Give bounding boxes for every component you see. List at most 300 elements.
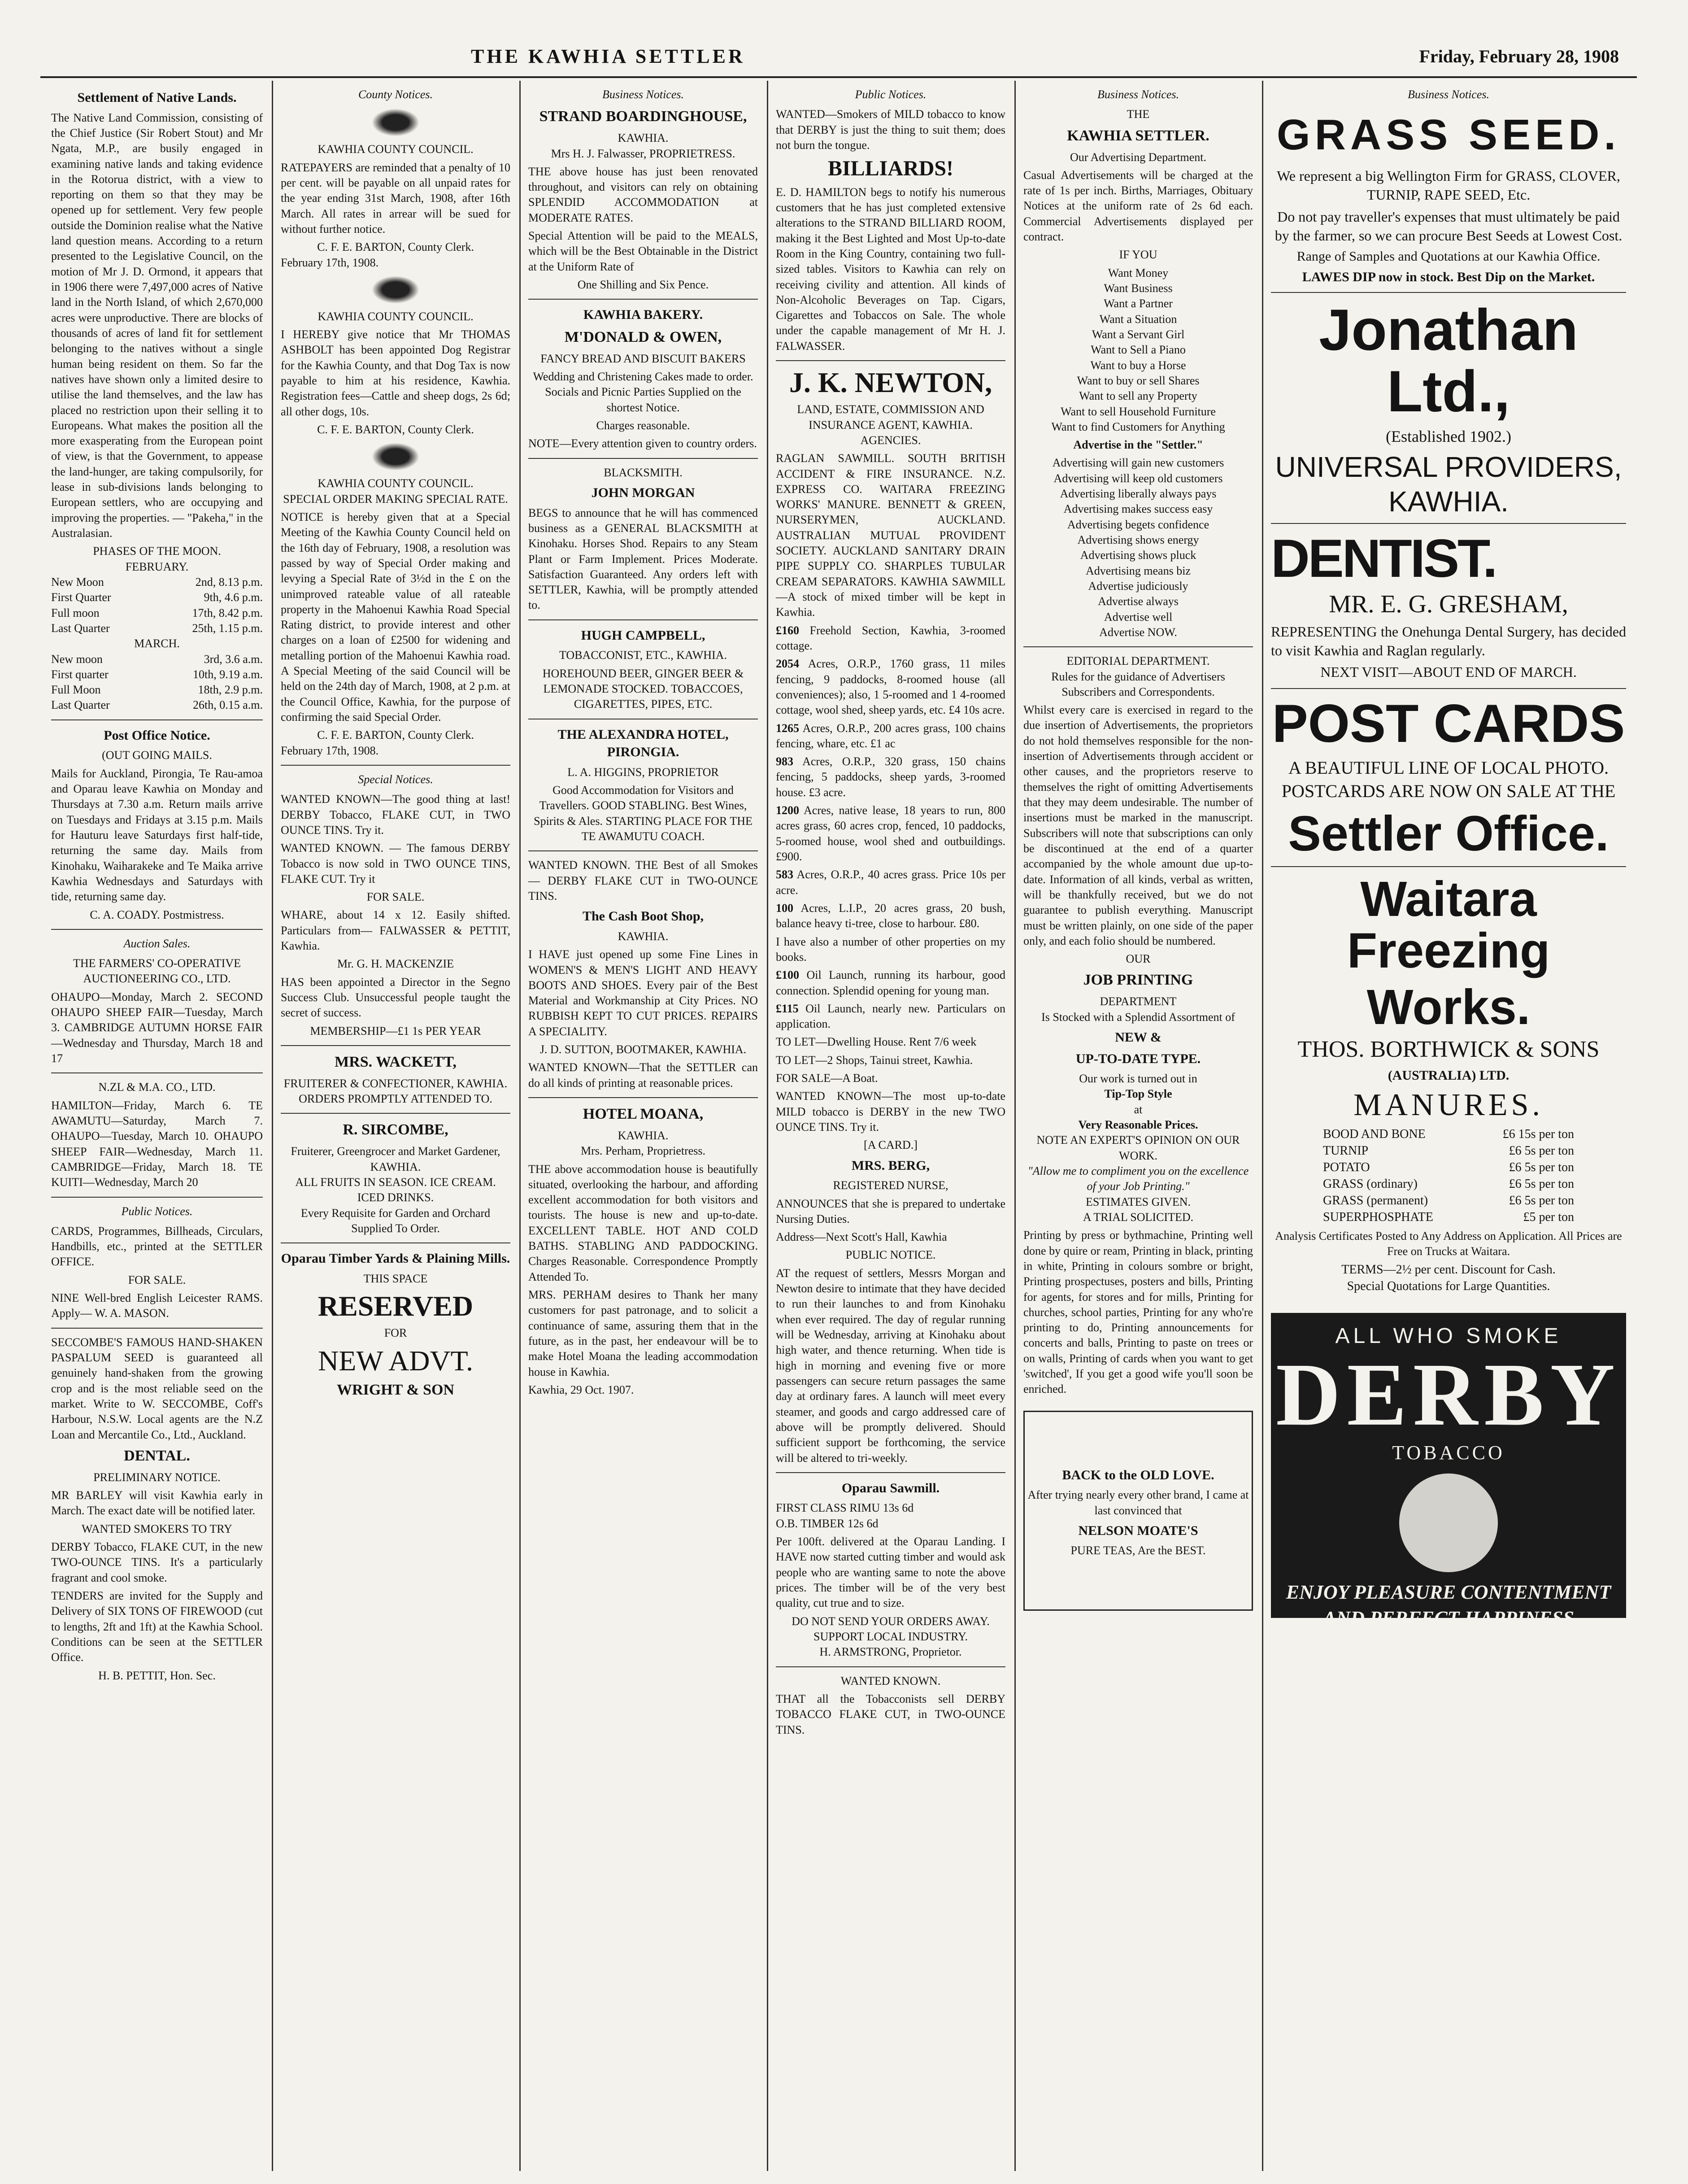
perham-date: Kawhia, 29 Oct. 1907.: [528, 1383, 634, 1396]
march-phases: [51, 652, 263, 713]
if-you: IF YOU: [1119, 248, 1157, 262]
dental-title: DENTAL.: [124, 1447, 190, 1464]
job-style: Tip-Top Style: [1104, 1087, 1172, 1101]
masthead: [40, 43, 1637, 70]
borthwick-title: THOS. BORTHWICK & SONS: [1297, 1037, 1600, 1063]
strand-body: THE above house has just been renovated throughout, and visitors can rely on obtaining SPLENDID ACCOMMODATION at MODERATE RATES.: [528, 165, 758, 224]
job-at: at: [1134, 1103, 1143, 1116]
moon-time: 26th, 0.15 a.m.: [193, 698, 263, 712]
property-item: [776, 901, 1005, 932]
moana-title: HOTEL MOANA,: [583, 1106, 704, 1122]
manure-name: GRASS (ordinary): [1323, 1177, 1418, 1191]
job-work: Our work is turned out in: [1079, 1072, 1197, 1085]
manure-price: £6 5s per ton: [1509, 1193, 1574, 1208]
launch-price: £115: [776, 1002, 799, 1015]
job-dept: DEPARTMENT: [1100, 995, 1177, 1008]
property-item: [776, 623, 1005, 654]
moon-phase: New Moon: [51, 575, 104, 589]
grass-seed-body-2: Do not pay traveller's expenses that must ultimately be paid by the farmer, so we can procure Best Seeds at Lowest Cost.: [1275, 208, 1623, 244]
advertise-line: Advertise in the "Settler.": [1073, 438, 1203, 452]
nelson-back: BACK to the OLD LOVE.: [1062, 1467, 1214, 1482]
moon-row: [51, 652, 263, 667]
whare-body: WHARE, about 14 x 12. Easily shifted. Particulars from— FALWASSER & PETTIT, Kawhia.: [281, 908, 510, 953]
list-item: Advertising shows pluck: [1080, 549, 1196, 562]
cards-body: CARDS, Programmes, Billheads, Circulars, Handbills, etc., printed at the SETTLER OFFICE.: [51, 1224, 263, 1269]
forsale-body: NINE Well-bred English Leicester RAMS. Apply— W. A. MASON.: [51, 1291, 263, 1320]
property-item: [776, 867, 1005, 898]
smoker-face-icon: [1399, 1473, 1498, 1572]
sircombe-sub: Fruiterer, Greengrocer and Market Gardener, KAWHIA.: [291, 1145, 500, 1173]
list-item: Advertising means biz: [1086, 564, 1191, 577]
newton-sub: LAND, ESTATE, COMMISSION AND INSURANCE AGENT, KAWHIA.: [797, 403, 984, 432]
list-item: Advertise well: [1104, 610, 1173, 623]
berg-address: Address—Next Scott's Hall, Kawhia: [776, 1230, 947, 1244]
derby-tobacco-ad: [1271, 1313, 1626, 1629]
launch-item: [776, 1001, 1005, 1032]
waitara-title-2: Works.: [1366, 979, 1531, 1035]
settler-printing: WANTED KNOWN—That the SETTLER can do all kinds of printing at reasonable prices.: [528, 1061, 758, 1090]
column-4: [770, 85, 1012, 2167]
post-office-body: Mails for Auckland, Pirongia, Te Rau-amoa and Oparau leave Kawhia on Monday and Thursdays at 7.30 a.m. Return mails arrive on Tuesdays and Fridays at 3.15 p.m. Mails for Hauturu leave Saturdays first half-tide, returning the same day. Mails from Kinohaku, Waiharakeke and Te Maika arrive Kawhia Wednesdays and Saturdays with tide, returning same day.: [51, 767, 263, 903]
manure-price: £6 15s per ton: [1502, 1127, 1574, 1141]
waitara-title-1: Waitara Freezing: [1347, 871, 1550, 979]
space-line-2: RESERVED: [318, 1290, 474, 1322]
issue-date: Friday, February 28, 1908: [1419, 46, 1619, 66]
list-item: Advertise NOW.: [1099, 625, 1177, 639]
property-price: 583: [776, 868, 793, 881]
job-prices: Very Reasonable Prices.: [1078, 1118, 1198, 1132]
wackett-sub: FRUITERER & CONFECTIONER, KAWHIA.: [283, 1077, 508, 1090]
list-item: Advertising makes success easy: [1063, 502, 1213, 516]
list-item: Want to sell Household Furniture: [1061, 405, 1216, 418]
dental-body: MR BARLEY will visit Kawhia early in March. The exact date will be notified later.: [51, 1489, 263, 1517]
sawmill-sign: H. ARMSTRONG, Proprietor.: [819, 1645, 962, 1659]
sawmill-send: DO NOT SEND YOUR ORDERS AWAY.: [792, 1614, 990, 1628]
bakery-body: Wedding and Christening Cakes made to order. Socials and Picnic Parties Supplied on the shortest Notice.: [533, 370, 753, 414]
column-5: [1017, 85, 1259, 2167]
property-desc: Acres, L.I.P., 20 acres grass, 20 bush, balance heavy ti-tree, close to harbour. £80.: [776, 901, 1005, 930]
mackenzie-title: Mr. G. H. MACKENZIE: [337, 957, 454, 971]
manure-price: £6 5s per ton: [1509, 1160, 1574, 1174]
divider: [1271, 866, 1626, 867]
forsale-title: FOR SALE.: [128, 1273, 186, 1286]
space-line-4: NEW ADVT.: [318, 1344, 474, 1377]
special-rate-body: NOTICE is hereby given that at a Special Meeting of the Kawhia County Council held on the 16th day of February, 1908, a resolution was passed by way of Special Order making and levying a Special Rate of 3½d in the £ on the unimproved rateable value of all rateable property in the Mahoenui Kawhia Road Special Rating district, to provide interest and other charges on a loan of £2500 for widening and metalling portion of the Mahoenui Kawhia road. A Special Meeting of the said Council will be held on the 24th day of March, 1908, at 2 p.m. at the Council Office, Kawhia, for the purpose of confirming the said Special Order.: [281, 510, 510, 724]
property-desc: Acres, O.R.P., 200 acres grass, 100 chains fencing, whare, etc. £1 ac: [776, 721, 1005, 750]
rates-body: RATEPAYERS are reminded that a penalty of 10 per cent. will be payable on all unpaid rates for the year ending 31st March, 1908, after 16th March. All rates in arrear will be sued for without further notice.: [281, 161, 510, 235]
the-label: THE: [1127, 108, 1150, 121]
nelson-teas: PURE TEAS, Are the BEST.: [1070, 1544, 1206, 1557]
to-let-house: TO LET—Dwelling House. Rent 7/6 week: [776, 1035, 977, 1049]
jonathan-established: (Established 1902.): [1386, 427, 1511, 446]
want-list: [1023, 266, 1253, 435]
property-desc: Acres, O.R.P., 320 grass, 150 chains fencing, 5 paddocks, sheep yards, 3-roomed house. £3 acre.: [776, 755, 1005, 799]
campbell-sub: TOBACCONIST, ETC., KAWHIA.: [559, 649, 727, 662]
clerk-sign: C. F. E. BARTON, County Clerk.: [317, 423, 474, 436]
wackett-note: ORDERS PROMPTLY ATTENDED TO.: [299, 1092, 492, 1106]
nelson-body: After trying nearly every other brand, I came at last convinced that: [1027, 1488, 1249, 1517]
divider: [51, 719, 263, 720]
column-divider: [1262, 81, 1263, 2171]
agencies-body: RAGLAN SAWMILL. SOUTH BRITISH ACCIDENT & FIRE INSURANCE. N.Z. EXPRESS CO. WAITARA FREEZING WORKS' MANURE. BENNETT & GREEN, NURSERYMEN, AUCKLAND. AUSTRALIAN MUTUAL PROVIDENT SOCIETY. AUCKLAND SANITARY DRAIN PIPE SUPPLY CO. SHARPLES TUBULAR CREAM SEPARATORS. KAWHIA SAWMILL—A stock of mixed timber will be kept in Kawhia.: [776, 452, 1005, 619]
divider: [51, 929, 263, 930]
council-title: KAWHIA COUNTY COUNCIL.: [318, 477, 474, 490]
property-price: 1265: [776, 721, 799, 735]
special-notices-title: Special Notices.: [358, 772, 433, 786]
rules-body: Whilst every care is exercised in regard to the due insertion of Advertisements, the proprietors do not hold themselves responsible for the non-insertion of Advertisements through accident or other causes, and the proprietors reserve to themselves the right of omitting Advertisements that they may deem undesirable. The number of insertions must be marked in the manuscript. Subscribers will note that subscriptions can only be discontinued at the end of a quarter accompanied by the whole amount due up-to-date. Information of all kinds, verbal as written, will be thankfully received, but we do not guarantee to publish everything. Manuscript must be written plainly, on one side of the paper only, and each folio should be numbered.: [1023, 703, 1253, 947]
paper-title: THE KAWHIA SETTLER: [471, 45, 745, 67]
divider: [51, 1197, 263, 1198]
for-sale-title: FOR SALE.: [366, 890, 425, 904]
moon-time: 25th, 1.15 p.m.: [192, 621, 263, 635]
manures-title: MANURES.: [1353, 1088, 1544, 1123]
property-price: 100: [776, 901, 793, 915]
card-label: [A CARD.]: [864, 1138, 918, 1152]
masthead-rule: [40, 76, 1637, 78]
sircombe-note: ALL FRUITS IN SEASON. ICE CREAM. ICED DRINKS.: [295, 1175, 496, 1204]
february-title: FEBRUARY.: [125, 560, 189, 573]
moon-phase: First Quarter: [51, 591, 111, 604]
smokers-title: WANTED SMOKERS TO TRY: [82, 1522, 232, 1535]
sawmill-title: Oparau Sawmill.: [841, 1480, 940, 1495]
moon-time: 10th, 9.19 a.m.: [193, 667, 263, 681]
alexandra-title: THE ALEXANDRA HOTEL, PIRONGIA.: [557, 727, 729, 760]
berg-body: ANNOUNCES that she is prepared to undertake Nursing Duties.: [776, 1197, 1005, 1225]
launch-desc: Oil Launch, running its harbour, good connection. Splendid opening for young man.: [776, 968, 1006, 997]
newton-title: J. K. NEWTON,: [789, 366, 992, 399]
nelson-brand: NELSON MOATE'S: [1078, 1523, 1198, 1538]
grass-seed-body: We represent a big Wellington Firm for GRASS, CLOVER, TURNIP, RAPE SEED, Etc.: [1277, 168, 1620, 203]
post-office-sub: (OUT GOING MAILS.: [102, 749, 212, 762]
february-phases: [51, 575, 263, 636]
property-price: 1200: [776, 804, 799, 817]
launch-price: £100: [776, 968, 799, 982]
property-desc: Acres, native lease, 18 years to run, 800 acres grass, 60 acres crop, fenced, 10 paddocks, 5-roomed house, wool shed and outbuildings. £900.: [776, 804, 1005, 863]
manure-row: [1323, 1209, 1574, 1226]
column-6: [1265, 85, 1632, 2167]
alexandra-prop: L. A. HIGGINS, PROPRIETOR: [567, 765, 719, 779]
divider: [1023, 646, 1253, 647]
divider: [528, 619, 758, 620]
moon-time: 18th, 2.9 p.m.: [198, 683, 263, 697]
billiards-title: BILLIARDS!: [827, 157, 954, 181]
divider: [51, 1072, 263, 1073]
derby-top: ALL WHO SMOKE: [1335, 1324, 1562, 1348]
divider: [528, 458, 758, 459]
property-price: 2054: [776, 657, 799, 671]
sircombe-title: R. SIRCOMBE,: [343, 1121, 448, 1138]
public-notices-title: Public Notices.: [855, 88, 927, 101]
space-line-3: FOR: [384, 1326, 407, 1340]
moon-title: PHASES OF THE MOON.: [93, 545, 221, 558]
estimates: ESTIMATES GIVEN.: [1086, 1195, 1191, 1208]
to-let-shops: TO LET—2 Shops, Tainui street, Kawhia.: [776, 1053, 973, 1067]
berg-title: MRS. BERG,: [851, 1158, 930, 1173]
campbell-title: HUGH CAMPBELL,: [581, 628, 705, 643]
moon-time: 2nd, 8.13 p.m.: [195, 575, 263, 589]
moana-place: KAWHIA.: [618, 1129, 669, 1142]
business-notices-title: Business Notices.: [1408, 88, 1489, 101]
gresham-title: MR. E. G. GRESHAM,: [1329, 590, 1568, 619]
list-item: Advertise judiciously: [1088, 579, 1188, 593]
special-rate-title: SPECIAL ORDER MAKING SPECIAL RATE.: [283, 492, 508, 506]
nzl-body: HAMILTON—Friday, March 6. TE AWAMUTU—Saturday, March 7. OHAUPO—Tuesday, March 10. OHAUPO SHEEP FAIR—Wednesday, March 11. CAMBRIDGE—Friday, March 18. TE KUITI—Wednesday, March 20: [51, 1099, 263, 1189]
council-title: KAWHIA COUNTY COUNCIL.: [318, 143, 474, 156]
clerk-sign: C. F. E. BARTON, County Clerk.: [317, 728, 474, 742]
county-crest-icon: [369, 107, 422, 138]
moon-phase: Last Quarter: [51, 621, 110, 635]
business-notices-title: Business Notices.: [602, 88, 684, 101]
moon-time: 17th, 8.42 p.m.: [192, 606, 263, 619]
public-notices-title: Public Notices.: [121, 1204, 193, 1218]
derby-enjoy: ENJOY PLEASURE CONTENTMENT AND PERFECT HAPPINESS: [1286, 1581, 1611, 1629]
column-divider: [1014, 81, 1016, 2171]
wanted-mild: WANTED KNOWN—The most up-to-date MILD tobacco is DERBY in the new TWO OUNCE TINS. Try it.: [776, 1090, 1005, 1134]
list-item: Want a Situation: [1099, 312, 1177, 326]
derby-tobacco: TOBACCO: [1392, 1442, 1505, 1464]
auction-title: Auction Sales.: [123, 937, 191, 950]
job-body: Is Stocked with a Splendid Assortment of: [1041, 1010, 1235, 1024]
smokers-body: DERBY Tobacco, FLAKE CUT, in the new TWO-OUNCE TINS. It's a particularly fragrant and cool smoke.: [51, 1540, 263, 1584]
berg-sub: REGISTERED NURSE,: [833, 1179, 948, 1192]
borthwick-sub: (AUSTRALIA) LTD.: [1388, 1068, 1510, 1083]
list-item: Want Business: [1104, 282, 1173, 295]
printing-body: Printing by press or bythmachine, Printing well done by quire or ream, Printing in black, printing in white, Printing in colours sombre or bright, Printing prospectuses, posters and bills, Printing for agents, for stores and for mills, Printing for churches, school parties, Printing for any who're printing to do, Printing announcements for concerts and balls, Printing to paste on trees or on walls, Printing of cards when you want to get 'switched', If you get a good wife you'll soon be enriched.: [1023, 1229, 1253, 1396]
for-sale-boat: FOR SALE—A Boat.: [776, 1072, 878, 1085]
jonathan-place: KAWHIA.: [1388, 485, 1509, 518]
manure-name: GRASS (permanent): [1323, 1193, 1428, 1208]
dental-sub: PRELIMINARY NOTICE.: [93, 1470, 221, 1484]
list-item: Advertising will gain new customers: [1052, 456, 1224, 470]
wanted-known-2: WANTED KNOWN. — The famous DERBY Tobacco is now sold in TWO OUNCE TINS, FLAKE CUT. Try it: [281, 841, 510, 885]
manure-row: [1323, 1193, 1574, 1209]
gresham-body: REPRESENTING the Onehunga Dental Surgery, has decided to visit Kawhia and Raglan regularly.: [1271, 623, 1626, 659]
trial: A TRIAL SOLICITED.: [1083, 1210, 1194, 1224]
job-type: UP-TO-DATE TYPE.: [1075, 1051, 1201, 1066]
wanted-known-body: THAT all the Tobacconists sell DERBY TOBACCO FLAKE CUT, in TWO-OUNCE TINS.: [776, 1692, 1005, 1736]
mackenzie-body: HAS been appointed a Director in the Segno Success Club. Unsuccessful people taught the secret of success.: [281, 975, 510, 1020]
moon-row: [51, 682, 263, 697]
property-item: [776, 803, 1005, 864]
property-desc: Freehold Section, Kawhia, 3-roomed cottage.: [776, 623, 1005, 652]
sawmill-rimu: FIRST CLASS RIMU 13s 6d: [776, 1501, 914, 1515]
jonathan-sub: UNIVERSAL PROVIDERS,: [1275, 450, 1622, 483]
sawmill-ob: O.B. TIMBER 12s 6d: [776, 1517, 879, 1530]
moon-phase: Last Quarter: [51, 698, 110, 712]
strand-place: KAWHIA.: [618, 131, 669, 145]
column-1: [45, 85, 269, 2167]
manure-row: [1323, 1126, 1574, 1143]
list-item: Want Money: [1108, 266, 1169, 279]
billiards-body: E. D. HAMILTON begs to notify his numerous customers that he has just completed extensive alterations to the STRAND BILLIARD ROOM, making it the Best Lighted and Most Up-to-date Room in the King Country, containing two full-sized tables. Visitors to Kawhia can rely on receiving civility and attention. All kinds of Non-Alcoholic Beverages on Tap. Cigars, Cigarettes and Tobaccos on Sale. The whole under the capable management of Mr H. J. FALWASSER.: [776, 185, 1005, 353]
manure-name: TURNIP: [1323, 1143, 1369, 1158]
dog-registrar-body: I HEREBY give notice that Mr THOMAS ASHBOLT has been appointed Dog Registrar for the Kawhia County, and that Dog Tax is now payable to him at his residence, Kawhia. Registration fees—Cattle and sheep dogs, 2s 6d; all other dogs, 10s.: [281, 328, 510, 418]
wackett-title: MRS. WACKETT,: [335, 1053, 457, 1070]
manure-price: £5 per ton: [1523, 1210, 1574, 1224]
list-item: Want to buy a Horse: [1090, 358, 1186, 372]
property-item: [776, 656, 1005, 718]
post-office-title: Post Office Notice.: [104, 728, 210, 743]
divider: [281, 765, 510, 766]
cash-boot-body: I HAVE just opened up some Fine Lines in WOMEN'S & MEN'S LIGHT AND HEAVY BOOTS AND SHOES. Every pair of the Best Material and Workmanship at City Prices. NO RUBBISH KEPT TO CUT PRICES. REPAIRS A SPECIALITY.: [528, 948, 758, 1038]
tenders-sign: H. B. PETTIT, Hon. Sec.: [98, 1669, 216, 1682]
grass-seed-range: Range of Samples and Quotations at our Kawhia Office.: [1296, 248, 1601, 264]
property-price: £160: [776, 623, 799, 637]
derby-word: DERBY: [1275, 1345, 1622, 1445]
gresham-next: NEXT VISIT—ABOUT END OF MARCH.: [1320, 664, 1577, 680]
nelson-moate-ad: [1023, 1411, 1253, 1611]
advertising-dept: Our Advertising Department.: [1070, 150, 1206, 164]
bakery-note: NOTE—Every attention given to country orders.: [528, 437, 757, 450]
divider: [528, 299, 758, 300]
notice-date: February 17th, 1908.: [281, 256, 379, 269]
sawmill-support: SUPPORT LOCAL INDUSTRY.: [814, 1630, 968, 1643]
expert-quote: "Allow me to compliment you on the excellence of your Job Printing.": [1027, 1164, 1249, 1193]
divider: [281, 1242, 510, 1243]
divider: [1271, 292, 1626, 293]
manure-name: POTATO: [1323, 1160, 1370, 1174]
tenders-body: TENDERS are invited for the Supply and Delivery of SIX TONS OF FIREWOOD (cut to lengths, 2ft and 1ft) at the Kawhia School. Conditions can be seen at the SETTLER Office.: [51, 1589, 263, 1664]
property-desc: Acres, O.R.P., 1760 grass, 11 miles fencing, 9 paddocks, 8-roomed house (all conveniences); also, 1 5-roomed and 1 4-roomed cottage, wool shed, sheep yards, etc. £4 10s acre.: [776, 657, 1005, 717]
blacksmith-title: BLACKSMITH.: [604, 466, 683, 479]
divider: [776, 1472, 1005, 1473]
alexandra-body: Good Accommodation for Visitors and Travellers. GOOD STABLING. Best Wines, Spirits & Ales. STARTING PLACE FOR THE TE AWAMUTU COACH.: [534, 784, 753, 843]
notice-date: February 17th, 1908.: [281, 744, 379, 757]
county-crest-icon: [369, 274, 422, 305]
march-title: MARCH.: [134, 637, 180, 650]
moon-phase: New moon: [51, 652, 103, 666]
campbell-body: HOREHOUND BEER, GINGER BEER & LEMONADE STOCKED. TOBACCOES, CIGARETTES, PIPES, ETC.: [542, 667, 744, 711]
list-item: Want to buy or sell Shares: [1077, 374, 1200, 387]
property-price: 983: [776, 755, 793, 768]
manure-price: £6 5s per ton: [1509, 1143, 1574, 1158]
moon-row: [51, 621, 263, 636]
space-line-5: WRIGHT & SON: [337, 1381, 454, 1398]
blacksmith-body: BEGS to announce that he will has commenced business as a GENERAL BLACKSMITH at Kinohaku. Horses Shod. Repairs to any Steam Plant or Farm Implement. Prices Moderate. Satisfaction Guaranteed. Any orders left with SETTLER, Kawhia, will be promptly attended to.: [528, 506, 758, 612]
post-office-sign: C. A. COADY. Postmistress.: [90, 908, 224, 921]
divider: [776, 360, 1005, 361]
column-divider: [519, 81, 521, 2171]
manure-price: £6 5s per ton: [1509, 1177, 1574, 1191]
strand-title: STRAND BOARDINGHOUSE,: [539, 108, 747, 125]
list-item: Want a Partner: [1104, 297, 1173, 310]
agencies-title: AGENCIES.: [860, 433, 921, 447]
lawes-dip: LAWES DIP now in stock. Best Dip on the Market.: [1302, 269, 1595, 284]
public-notice-title: PUBLIC NOTICE.: [845, 1248, 936, 1262]
public-notice-body: AT the request of settlers, Messrs Morgan and Newton desire to intimate that they have decided to run their launches to and from Kinohaku when ever required. The day of regular running will be Wednesday, arriving at Kinohaku about high water, and thence returning. When tide is high in morning and evening five or more passengers can secure return passages the same day at ordinary fares. A launch will meet every steamer, and goods and cargo addressed care of above will be promptly delivered. Should sufficient support be forthcoming, the service will be altered to tri-weekly.: [776, 1266, 1005, 1465]
business-notices-title: Business Notices.: [1097, 88, 1179, 101]
list-item: Advertising liberally always pays: [1060, 487, 1217, 501]
moon-row: [51, 667, 263, 682]
moana-prop: Mrs. Perham, Proprietress.: [580, 1144, 705, 1158]
strand-owner: Mrs H. J. Falwasser, PROPRIETRESS.: [551, 147, 735, 160]
strand-meals: Special Attention will be paid to the MEALS, which will be the Best Obtainable in the District at the Uniform Rate of: [528, 229, 758, 273]
bakery-title: KAWHIA BAKERY.: [583, 307, 703, 323]
column-2: [274, 85, 517, 2167]
bakery-name: M'DONALD & OWEN,: [564, 328, 722, 345]
property-note: I have also a number of other properties on my books.: [776, 935, 1005, 963]
moon-row: [51, 575, 263, 590]
moon-row: [51, 697, 263, 713]
seccombe-body: SECCOMBE'S FAMOUS HAND-SHAKEN PASPALUM SEED is guaranteed all genuinely hand-shaken from the growing crop and is the most reliable seed on the market. Write to W. SECCOMBE, Coff's Harbour, N.S.W. Local agents are the N.Z Loan and Mercantile Co., Ltd., Auckland.: [51, 1335, 263, 1441]
our-label: OUR: [1126, 952, 1151, 966]
list-item: Advertising will keep old customers: [1053, 471, 1223, 485]
clerk-sign: C. F. E. BARTON, County Clerk.: [317, 240, 474, 254]
job-printing-title: JOB PRINTING: [1083, 972, 1193, 989]
list-item: Advertise always: [1098, 595, 1179, 608]
native-lands-body: The Native Land Commission, consisting of the Chief Justice (Sir Robert Stout) and Mr Ngata, M.P., are busily engaged in examining native lands and taking evidence in the Rotorua district, with a view to reporting on them so that they may be opened up for settlement. Very few people outside the Dominion realise what the Native land question means. According to a return presented to the Legislative Council, on the motion of Mr J. D. Ormond, it appears that in 1906 there were 7,497,000 acres of Native land in the North Island, of which 2,670,000 acres were unproductive. There are blocks of thousands of acres of land fit for settlement belonging to the natives without a single human being resident on them. So far the natives have shown only a limited desire to utilise the land themselves, and the law has placed no restriction upon their selling it to Europeans. What makes the position all the more exasperating from the European point of view, is that the Government, to appease the land-hunger, are taking compulsorily, for lease in sub-divisions lands belonging to European settlers, who are occupying and improving the properties. — "Pakeha," in the Australasian.: [51, 111, 263, 540]
cash-boot-sign: J. D. SUTTON, BOOTMAKER, KAWHIA.: [539, 1043, 747, 1056]
property-item: [776, 721, 1005, 752]
blacksmith-name: JOHN MORGAN: [591, 485, 695, 500]
manure-price-list: [1323, 1126, 1574, 1226]
postcards-title: POST CARDS: [1272, 693, 1625, 754]
manure-special: Special Quotations for Large Quantities.: [1347, 1279, 1550, 1294]
dentist-title: DENTIST.: [1271, 528, 1496, 589]
oparau-timber-title: Oparau Timber Yards & Plaining Mills.: [281, 1251, 510, 1266]
cash-boot-title: The Cash Boot Shop,: [582, 909, 704, 924]
property-desc: Acres, O.R.P., 40 acres grass. Price 10s per acre.: [776, 868, 1005, 897]
bakery-charges: Charges reasonable.: [596, 419, 690, 432]
list-item: Want to Sell a Piano: [1091, 343, 1186, 357]
manure-terms: TERMS—2½ per cent. Discount for Cash.: [1341, 1263, 1556, 1277]
membership: MEMBERSHIP—£1 1s PER YEAR: [310, 1024, 481, 1038]
column-divider: [767, 81, 768, 2171]
list-item: Advertising begets confidence: [1067, 518, 1209, 531]
moon-phase: Full moon: [51, 606, 100, 619]
list-item: Advertising shows energy: [1077, 533, 1199, 546]
divider: [776, 1666, 1005, 1667]
moana-body: THE above accommodation house is beautifully situated, overlooking the harbour, and affording excellent accommodation for both visitors and tourists. The house is new and up-to-date. EXCELLENT TABLE. HOT AND COLD BATHS. STABLING AND PADDOCKING. Charges Reasonable. Correspondence Promptly Attended To.: [528, 1162, 758, 1283]
divider: [51, 1328, 263, 1329]
grass-seed-title: GRASS SEED.: [1276, 111, 1621, 159]
column-divider: [272, 81, 273, 2171]
wanted-derby-mild: WANTED—Smokers of MILD tobacco to know that DERBY is just the thing to suit them; does not burn the tongue.: [776, 108, 1005, 152]
moon-phase: Full Moon: [51, 683, 101, 697]
nzl-title: N.ZL & M.A. CO., LTD.: [98, 1081, 216, 1094]
job-new: NEW &: [1115, 1029, 1162, 1045]
wanted-known-derby: WANTED KNOWN. THE Best of all Smokes — DERBY FLAKE CUT in TWO-OUNCE TINS.: [528, 859, 758, 902]
property-list: [776, 623, 1005, 932]
native-lands-title: Settlement of Native Lands.: [77, 90, 237, 105]
postcards-office: Settler Office.: [1288, 806, 1609, 862]
council-title: KAWHIA COUNTY COUNCIL.: [318, 310, 474, 323]
list-item: Want to find Customers for Anything: [1051, 420, 1225, 433]
county-notices-title: County Notices.: [358, 88, 433, 101]
advertising-list: [1023, 455, 1253, 640]
launch-item: [776, 968, 1005, 998]
divider: [528, 850, 758, 851]
manure-note: Analysis Certificates Posted to Any Address on Application. All Prices are Free on Trucks at Waitara.: [1275, 1229, 1622, 1258]
strand-rate: One Shilling and Six Pence.: [577, 278, 709, 291]
bakery-sub: FANCY BREAD AND BISCUIT BAKERS: [540, 352, 746, 365]
sircombe-requisite: Every Requisite for Garden and Orchard Supplied To Order.: [300, 1206, 491, 1235]
cash-boot-place: KAWHIA.: [618, 929, 669, 943]
moon-time: 9th, 4.6 p.m.: [204, 591, 263, 604]
manure-row: [1323, 1176, 1574, 1193]
list-item: Want a Servant Girl: [1092, 327, 1185, 341]
editorial-title: EDITORIAL DEPARTMENT.: [1066, 654, 1210, 668]
launch-desc: Oil Launch, nearly new. Particulars on application.: [776, 1002, 1005, 1031]
expert-opinion: NOTE AN EXPERT'S OPINION ON OUR WORK.: [1036, 1133, 1240, 1162]
divider: [281, 1045, 510, 1046]
wanted-known-title: WANTED KNOWN.: [840, 1674, 941, 1687]
sawmill-body: Per 100ft. delivered at the Oparau Landing. I HAVE now started cutting timber and would ask people who are wanting same to note the above prices. The timber will be of the very best quality, cut true and to size.: [776, 1535, 1005, 1610]
divider: [281, 1113, 510, 1114]
perham-body: MRS. PERHAM desires to Thank her many customers for past patronage, and to solicit a continuance of same, assuring them that in the future, as in the past, her endeavour will be to make Hotel Moana the leading accommodation house in Kawhia.: [528, 1288, 758, 1378]
farmers-body: OHAUPO—Monday, March 2. SECOND OHAUPO SHEEP FAIR—Tuesday, March 3. CAMBRIDGE AUTUMN HORSE FAIR—Wednesday and Thursday, March 18 and 17: [51, 990, 263, 1065]
space-line-1: THIS SPACE: [363, 1272, 428, 1285]
